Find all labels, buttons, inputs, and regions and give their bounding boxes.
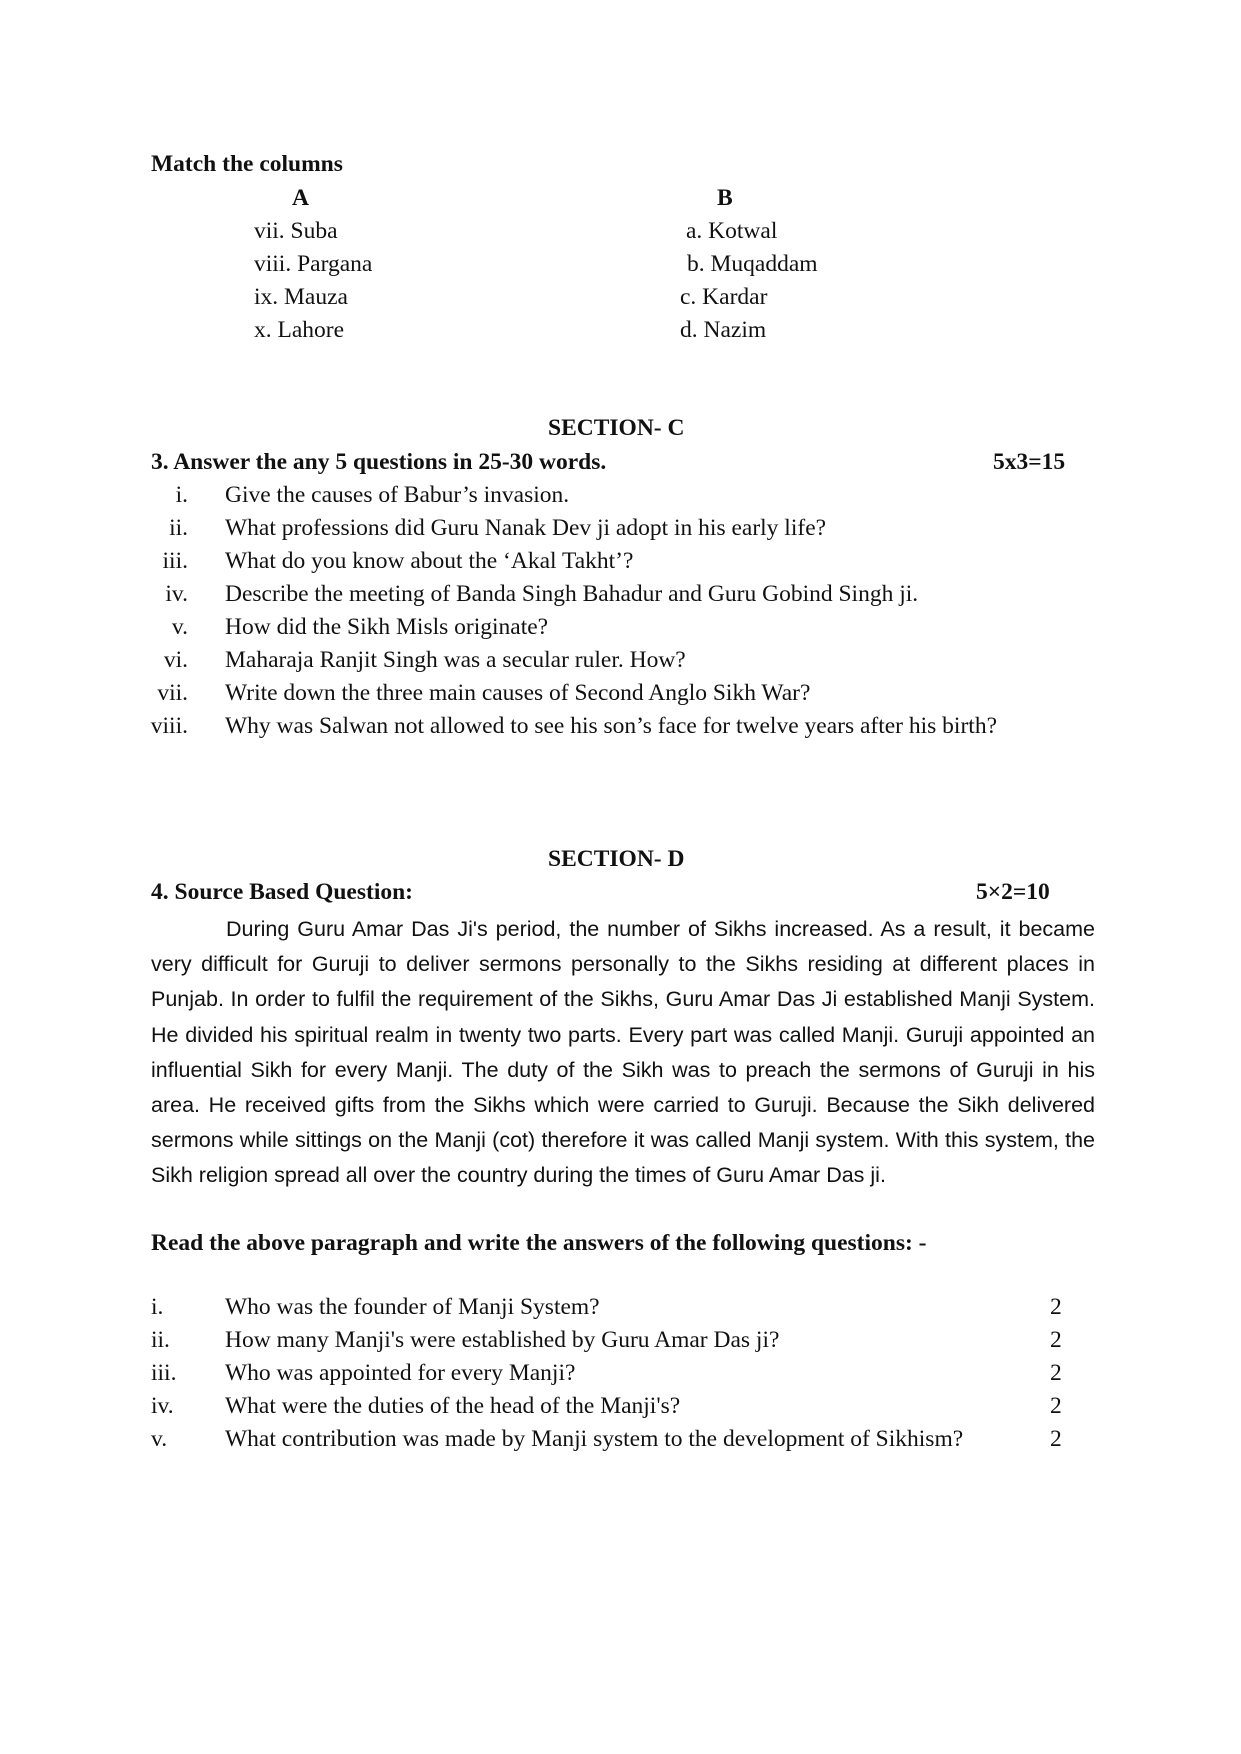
match-b-item: b. Muqaddam [687,251,818,277]
question-text: Who was appointed for every Manji? [225,1360,576,1386]
question-number: iv. [165,581,188,607]
question-number: ii. [169,515,188,541]
match-b-item: a. Kotwal [686,218,778,244]
question-text: How did the Sikh Misls originate? [225,614,549,640]
column-b-label: B [717,185,733,211]
question-number: v. [151,1426,168,1452]
question-text: Give the causes of Babur’s invasion. [225,482,570,508]
question-text: Write down the three main causes of Second Anglo Sikh War? [225,680,811,706]
question-marks: 2 [1050,1294,1062,1320]
section-d-marks: 5×2=10 [976,879,1050,905]
question-number: vii. [157,680,188,706]
question-number: iv. [151,1393,174,1419]
question-marks: 2 [1050,1393,1062,1419]
question-text: Describe the meeting of Banda Singh Bahadur and Guru Gobind Singh ji. [225,581,919,607]
column-a-label: A [292,185,309,211]
match-b-item: d. Nazim [680,317,767,343]
question-text: What were the duties of the head of the Manji's? [225,1393,681,1419]
source-paragraph: During Guru Amar Das Ji's period, the number of Sikhs increased. As a result, it became very difficult for Guruji to deliver sermons personally to the Sikhs residing at different places in Punjab. In order to fulfil the requirement of the Sikhs, Guru Amar Das Ji established Manji System. He divided his spiritual realm in twenty two parts. Every part was called Manji. Guruji appointed an influential Sikh for every Manji. The duty of the Sikh was to preach the sermons of Guruji in his area. He received gifts from the Sikhs which were carried to Guruji. Because the Sikh delivered sermons while sittings on the Manji (cot) therefore it was called Manji system. With this system, the Sikh religion spread all over the country during the times of Guru Amar Das ji. [151,917,1095,1188]
question-text: What professions did Guru Nanak Dev ji adopt in his early life? [225,515,827,541]
section-c-marks: 5x3=15 [993,449,1066,475]
question-number: v. [171,614,188,640]
question-marks: 2 [1050,1327,1062,1353]
question-number: viii. [150,713,188,739]
question-number: i. [151,1294,164,1320]
match-b-item: c. Kardar [680,284,768,310]
source-instruction: Read the above paragraph and write the answers of the following questions: - [151,1230,927,1256]
question-number: iii. [162,548,188,574]
question-number: vi. [163,647,188,673]
match-a-item: vii. Suba [254,218,338,244]
question-text: Why was Salwan not allowed to see his son’s face for twelve years after his birth? [225,713,998,739]
match-a-item: ix. Mauza [254,284,348,310]
section-d-title: SECTION- D [548,846,685,872]
question-text: Maharaja Ranjit Singh was a secular ruler. How? [225,647,686,673]
question-marks: 2 [1050,1426,1062,1452]
section-c-question: 3. Answer the any 5 questions in 25-30 words. [151,449,607,475]
question-number: iii. [151,1360,177,1386]
question-number: i. [175,482,188,508]
question-number: ii. [151,1327,170,1353]
question-text: What do you know about the ‘Akal Takht’? [225,548,634,574]
match-a-item: viii. Pargana [254,251,373,277]
section-c-title: SECTION- C [548,415,685,441]
question-text: How many Manji's were established by Guru Amar Das ji? [225,1327,780,1353]
question-text: What contribution was made by Manji system to the development of Sikhism? [225,1426,964,1452]
section-d-question: 4. Source Based Question: [151,879,413,905]
match-a-item: x. Lahore [254,317,345,343]
question-text: Who was the founder of Manji System? [225,1294,600,1320]
question-marks: 2 [1050,1360,1062,1386]
match-heading: Match the columns [151,151,343,177]
